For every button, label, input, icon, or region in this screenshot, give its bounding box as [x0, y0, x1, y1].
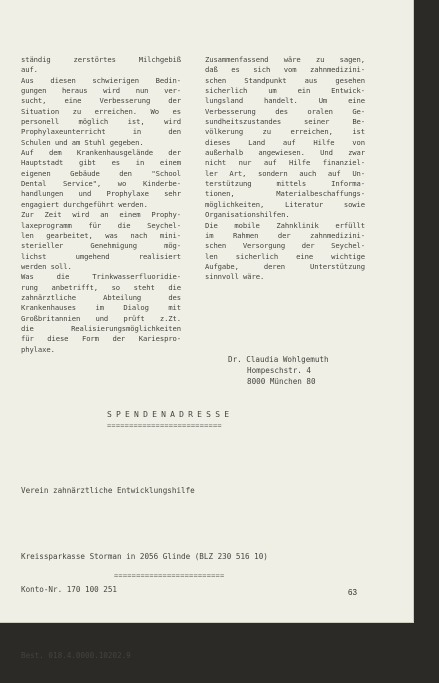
author-city: 8000 München 80	[247, 377, 316, 386]
text-line: für diese Form der Kariespro-	[21, 334, 181, 344]
text-line: eigenen Gebäude den "School	[21, 168, 181, 178]
text-line: sterieller Genehmigung mög-	[21, 241, 181, 251]
text-line: ler Art, sondern auch auf Un-	[205, 168, 365, 178]
text-line: auf.	[21, 65, 38, 75]
text-line: gungen heraus wird nun ver-	[21, 86, 181, 96]
author-signature-block	[228, 354, 329, 387]
text-line: schen Versorgung der Seychel-	[205, 241, 365, 251]
text-line: Aus diesen schwierigen Bedin-	[21, 75, 181, 85]
text-line: Krankenhauses im Dialog mit	[21, 303, 181, 313]
text-line: Die mobile Zahnklinik erfüllt	[205, 220, 365, 230]
text-line: engagiert durchgeführt werden.	[21, 199, 148, 209]
text-line: len gearbeitet, was nach mini-	[21, 230, 181, 240]
text-line: Aufgabe, deren Unterstützung	[205, 261, 365, 271]
text-line: die Realisierungsmöglichkeiten	[21, 323, 181, 333]
text-line: im Rahmen der zahnmedizini-	[205, 230, 365, 240]
text-line: Zusammenfassend wäre zu sagen,	[205, 55, 365, 64]
text-line: schen Standpunkt aus gesehen	[205, 75, 365, 85]
organisation-name: Verein zahnärztliche Entwicklungshilfe	[21, 486, 195, 495]
text-line: Hauptstadt gibt es in einem	[21, 158, 181, 168]
text-line: tionen, Materialbeschaffungs-	[205, 189, 365, 199]
footer-rule: =========================	[114, 572, 225, 580]
left-text-column	[21, 55, 181, 355]
text-line: sundheitszustandes seiner Be-	[205, 117, 365, 127]
text-line: sinnvoll wäre.	[205, 272, 265, 282]
text-line: werden soll.	[21, 261, 72, 271]
author-name: Dr. Claudia Wohlgemuth	[228, 355, 329, 364]
text-line: Organisationshilfen.	[205, 210, 290, 220]
text-line: Schulen und am Stuhl gegeben.	[21, 137, 144, 147]
text-line: Was die Trinkwasserfluoridie-	[21, 272, 181, 282]
text-line: Auf dem Krankenhausgelände der	[21, 148, 181, 158]
text-line: Prophylaxeunterricht in den	[21, 127, 181, 137]
text-line: Situation zu erreichen. Wo es	[21, 106, 181, 116]
right-text-column	[205, 55, 365, 283]
account-number: Konto-Nr. 170 100 251	[21, 585, 118, 594]
text-line: Großbritannien und prüft z.Zt.	[21, 313, 181, 323]
text-line: dieses Land auf Hilfe von	[205, 137, 365, 147]
donation-heading: SPENDENADRESSE	[107, 410, 234, 419]
text-line: nicht nur auf Hilfe finanziel-	[205, 158, 365, 168]
text-line: ständig zerstörtes Milchgebiß	[21, 55, 181, 64]
text-line: handlungen und Prophylaxe sehr	[21, 189, 181, 199]
heading-underline: ==========================	[107, 422, 222, 430]
text-line: rung anbetrifft, so steht die	[21, 282, 181, 292]
text-line: zahnärztliche Abteilung des	[21, 292, 181, 302]
bank-name: Kreissparkasse Storman in 2056 Glinde (BLZ 230 516 10)	[21, 552, 268, 561]
text-line: möglichkeiten, Literatur sowie	[205, 199, 365, 209]
text-line: terstützung mittels Informa-	[205, 179, 365, 189]
text-line: außerhalb angewiesen. Und zwar	[205, 148, 365, 158]
text-line: phylaxe.	[21, 344, 55, 354]
text-line: lungsland handelt. Um eine	[205, 96, 365, 106]
text-line: völkerung zu erreichen, ist	[205, 127, 365, 137]
text-line: personell möglich ist, wird	[21, 117, 181, 127]
text-line: len sicherlich eine wichtige	[205, 251, 365, 261]
text-line: Verbesserung des oralen Ge-	[205, 106, 365, 116]
text-line: lichst umgehend realisiert	[21, 251, 181, 261]
text-line: Dental Service", wo Kinderbe-	[21, 179, 181, 189]
author-street: Hompeschstr. 4	[247, 366, 312, 375]
reference-number: Best. 018.4.0000.10202.9	[21, 651, 131, 660]
page-number: 63	[348, 588, 357, 597]
text-line: sicherlich um ein Entwick-	[205, 86, 365, 96]
text-line: laxeprogramm für die Seychel-	[21, 220, 181, 230]
text-line: Zur Zeit wird an einem Prophy-	[21, 210, 181, 220]
text-line: daß es sich vom zahnmedizini-	[205, 65, 365, 75]
text-line: sucht, eine Verbesserung der	[21, 96, 181, 106]
